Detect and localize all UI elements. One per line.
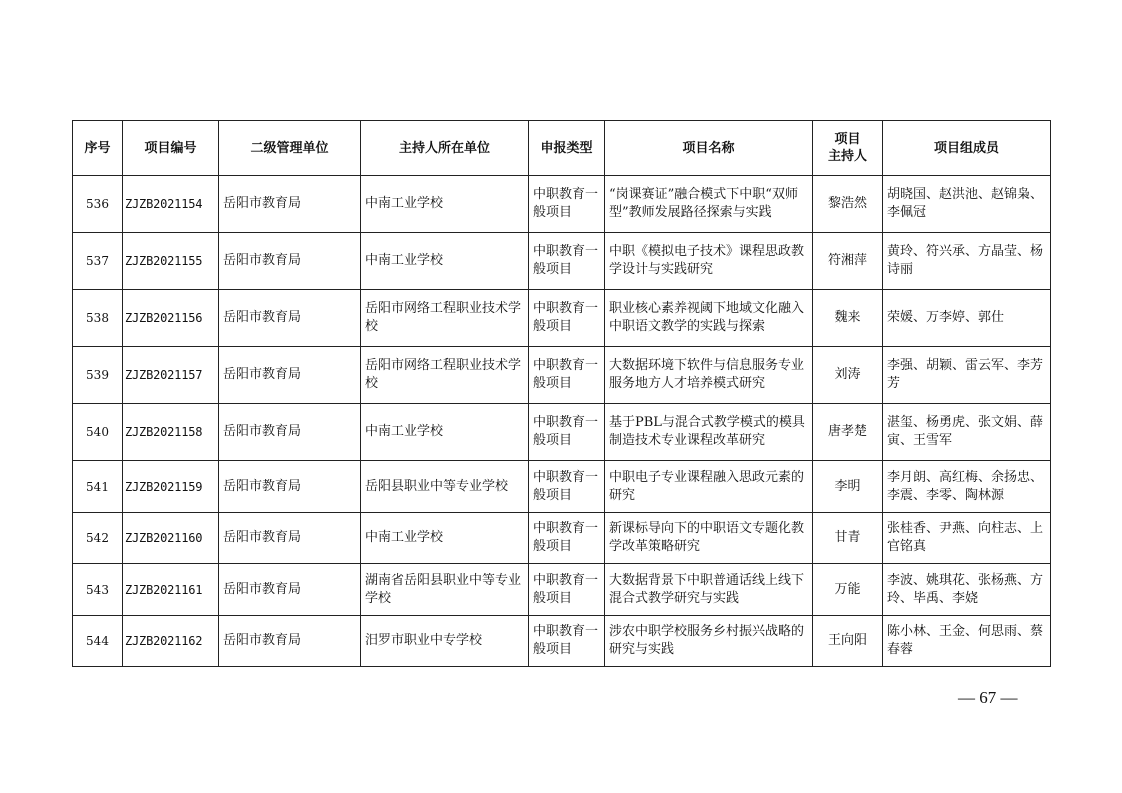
- table-body: [73, 176, 1051, 667]
- cell-project-name: 基于PBL与混合式教学模式的模具制造技术专业课程改革研究: [605, 404, 813, 461]
- cell-host-unit: 岳阳市网络工程职业技术学校: [361, 290, 529, 347]
- cell-project-name: 大数据背景下中职普通话线上线下混合式教学研究与实践: [605, 564, 813, 616]
- page-number: — 67 —: [958, 688, 1018, 707]
- cell-project-name: “岗课赛证”融合模式下中职“双师型”教师发展路径探索与实践: [605, 176, 813, 233]
- header-host-line1: 项目: [834, 132, 861, 147]
- cell-seq: 539: [73, 347, 123, 404]
- cell-seq: 543: [73, 564, 123, 616]
- cell-host: 符湘萍: [813, 233, 883, 290]
- cell-host: 万能: [813, 564, 883, 616]
- cell-code: ZJZB2021158: [123, 404, 219, 461]
- cell-members: 李月朗、高红梅、余扬忠、李震、李零、陶林源: [883, 461, 1051, 513]
- cell-members: 李波、姚琪花、张杨燕、方玲、毕禹、李娆: [883, 564, 1051, 616]
- cell-code: ZJZB2021159: [123, 461, 219, 513]
- project-table: [72, 120, 1051, 667]
- cell-type: 中职教育一般项目: [529, 347, 605, 404]
- cell-seq: 542: [73, 513, 123, 564]
- cell-type: 中职教育一般项目: [529, 564, 605, 616]
- cell-admin-unit: 岳阳市教育局: [219, 347, 361, 404]
- cell-members: 荣媛、万李婷、郭仕: [883, 290, 1051, 347]
- header-members: 项目组成员: [883, 121, 1051, 176]
- cell-seq: 544: [73, 616, 123, 667]
- header-seq: 序号: [73, 121, 123, 176]
- table-row: [73, 290, 1051, 347]
- cell-host-unit: 中南工业学校: [361, 513, 529, 564]
- header-host: [813, 121, 883, 176]
- cell-admin-unit: 岳阳市教育局: [219, 176, 361, 233]
- cell-project-name: 职业核心素养视阈下地域文化融入中职语文教学的实践与探索: [605, 290, 813, 347]
- table-row: [73, 404, 1051, 461]
- cell-host: 魏来: [813, 290, 883, 347]
- cell-host-unit: 岳阳县职业中等专业学校: [361, 461, 529, 513]
- table-header-row: [73, 121, 1051, 176]
- cell-host-unit: 岳阳市网络工程职业技术学校: [361, 347, 529, 404]
- cell-host-unit: 湖南省岳阳县职业中等专业学校: [361, 564, 529, 616]
- table-row: [73, 347, 1051, 404]
- table-row: [73, 461, 1051, 513]
- cell-admin-unit: 岳阳市教育局: [219, 616, 361, 667]
- table-row: [73, 564, 1051, 616]
- cell-code: ZJZB2021162: [123, 616, 219, 667]
- cell-type: 中职教育一般项目: [529, 404, 605, 461]
- cell-seq: 540: [73, 404, 123, 461]
- table-row: [73, 233, 1051, 290]
- header-host-unit: 主持人所在单位: [361, 121, 529, 176]
- cell-host: 唐孝楚: [813, 404, 883, 461]
- table-row: [73, 616, 1051, 667]
- cell-members: 黄玲、符兴承、方晶莹、杨诗丽: [883, 233, 1051, 290]
- cell-host-unit: 汨罗市职业中专学校: [361, 616, 529, 667]
- cell-host-unit: 中南工业学校: [361, 404, 529, 461]
- cell-seq: 541: [73, 461, 123, 513]
- cell-members: 李强、胡颖、雷云军、李芳芳: [883, 347, 1051, 404]
- cell-members: 湛玺、杨勇虎、张文娟、薛寅、王雪军: [883, 404, 1051, 461]
- cell-host-unit: 中南工业学校: [361, 176, 529, 233]
- cell-admin-unit: 岳阳市教育局: [219, 290, 361, 347]
- cell-type: 中职教育一般项目: [529, 176, 605, 233]
- cell-type: 中职教育一般项目: [529, 233, 605, 290]
- cell-type: 中职教育一般项目: [529, 616, 605, 667]
- cell-host: 黎浩然: [813, 176, 883, 233]
- cell-host: 甘青: [813, 513, 883, 564]
- header-admin-unit: 二级管理单位: [219, 121, 361, 176]
- cell-project-name: 大数据环境下软件与信息服务专业服务地方人才培养模式研究: [605, 347, 813, 404]
- header-name: 项目名称: [605, 121, 813, 176]
- table-row: [73, 176, 1051, 233]
- cell-project-name: 涉农中职学校服务乡村振兴战略的研究与实践: [605, 616, 813, 667]
- cell-code: ZJZB2021161: [123, 564, 219, 616]
- cell-admin-unit: 岳阳市教育局: [219, 233, 361, 290]
- cell-type: 中职教育一般项目: [529, 513, 605, 564]
- cell-members: 胡晓国、赵洪池、赵锦枭、李佩冠: [883, 176, 1051, 233]
- cell-seq: 538: [73, 290, 123, 347]
- cell-code: ZJZB2021157: [123, 347, 219, 404]
- cell-host-unit: 中南工业学校: [361, 233, 529, 290]
- cell-type: 中职教育一般项目: [529, 461, 605, 513]
- cell-admin-unit: 岳阳市教育局: [219, 461, 361, 513]
- cell-code: ZJZB2021154: [123, 176, 219, 233]
- header-code: 项目编号: [123, 121, 219, 176]
- header-type: 申报类型: [529, 121, 605, 176]
- cell-seq: 536: [73, 176, 123, 233]
- cell-project-name: 中职《模拟电子技术》课程思政教学设计与实践研究: [605, 233, 813, 290]
- cell-host: 李明: [813, 461, 883, 513]
- cell-code: ZJZB2021160: [123, 513, 219, 564]
- cell-members: 张桂香、尹燕、向柱志、上官铭真: [883, 513, 1051, 564]
- cell-code: ZJZB2021156: [123, 290, 219, 347]
- cell-admin-unit: 岳阳市教育局: [219, 513, 361, 564]
- table-row: [73, 513, 1051, 564]
- cell-project-name: 中职电子专业课程融入思政元素的研究: [605, 461, 813, 513]
- cell-host: 王向阳: [813, 616, 883, 667]
- cell-project-name: 新课标导向下的中职语文专题化教学改革策略研究: [605, 513, 813, 564]
- cell-host: 刘涛: [813, 347, 883, 404]
- cell-admin-unit: 岳阳市教育局: [219, 404, 361, 461]
- cell-seq: 537: [73, 233, 123, 290]
- cell-type: 中职教育一般项目: [529, 290, 605, 347]
- cell-admin-unit: 岳阳市教育局: [219, 564, 361, 616]
- cell-members: 陈小林、王金、何思雨、蔡春蓉: [883, 616, 1051, 667]
- header-host-line2: 主持人: [827, 149, 867, 164]
- cell-code: ZJZB2021155: [123, 233, 219, 290]
